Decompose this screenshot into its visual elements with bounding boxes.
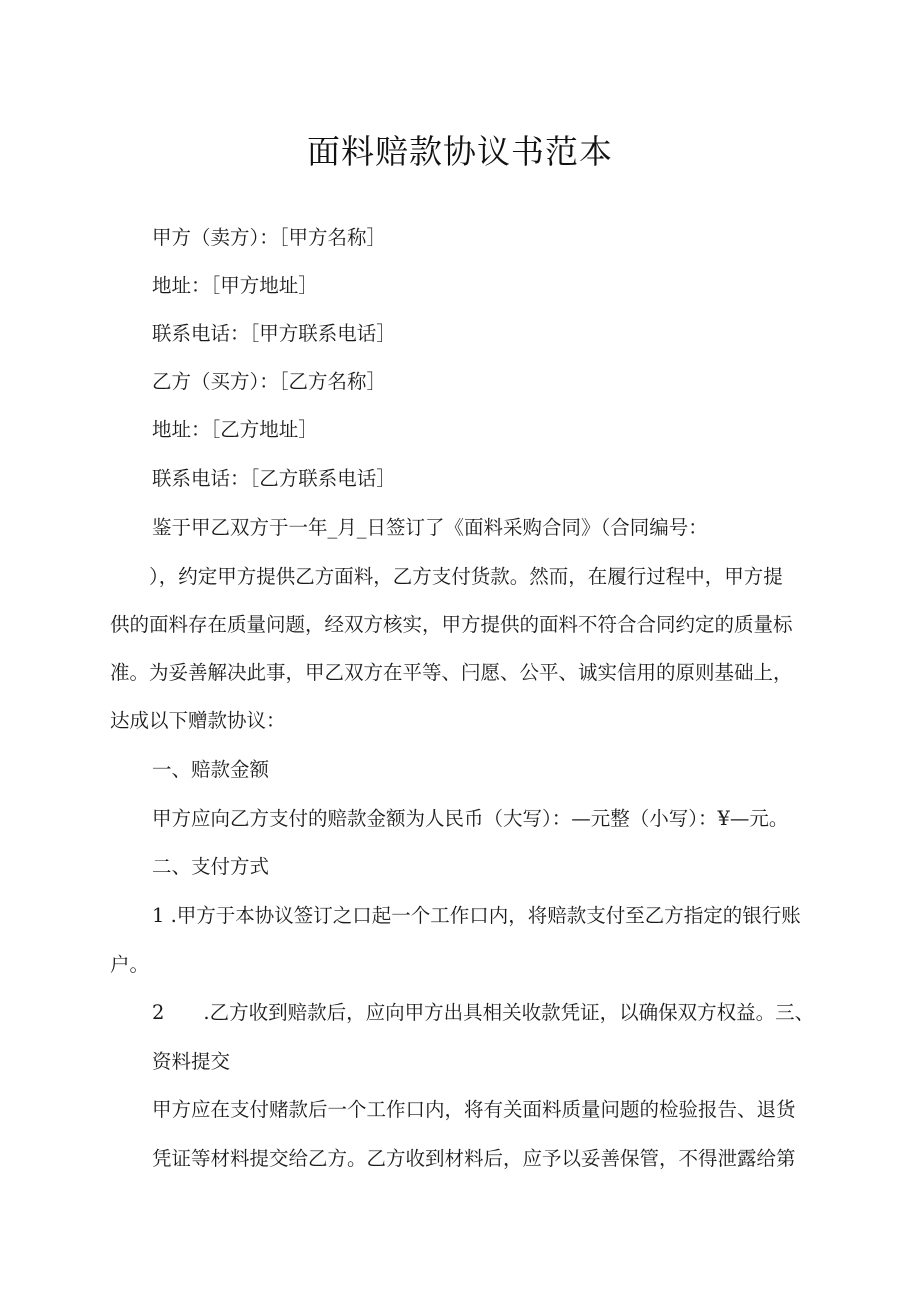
party-b-phone: 联系电话：［乙方联系电话］ bbox=[152, 467, 396, 490]
preamble-line: 鉴于甲乙双方于一年_月_日签订了《面料采购合同》（合同编号： bbox=[152, 516, 708, 539]
section-heading: 一、赔款金额 bbox=[152, 758, 270, 781]
party-a-name: 甲方（卖方）：［甲方名称］ bbox=[152, 226, 387, 249]
preamble-line: 供的面料存在质量问题，经双方核实，甲方提供的面料不符合合同约定的质量标 bbox=[110, 613, 793, 636]
party-a-address: 地址：［甲方地址］ bbox=[152, 274, 318, 297]
materials-clause-line: 凭证等材料提交给乙方。乙方收到材料后，应予以妥善保管，不得泄露给第 bbox=[152, 1147, 796, 1170]
document-title: 面料赔款协议书范本 bbox=[307, 132, 613, 171]
payment-clause-line: 1 .甲方于本协议签订之口起一个工作口内，将赔款支付至乙方指定的银行账 bbox=[152, 904, 801, 927]
payment-clause-line: 户。 bbox=[110, 953, 150, 976]
party-a-phone: 联系电话：［甲方联系电话］ bbox=[152, 322, 396, 345]
preamble-line: 准。为妥善解决此事，甲乙双方在平等、闩愿、公平、诚实信用的原则基础上， bbox=[110, 661, 793, 684]
section-heading: 资料提交 bbox=[152, 1050, 231, 1073]
party-b-address: 地址：［乙方地址］ bbox=[152, 418, 318, 441]
section-heading: 二、支付方式 bbox=[152, 855, 270, 878]
party-b-name: 乙方（买方）：［乙方名称］ bbox=[152, 370, 387, 393]
payment-clause-line: 2 .乙方收到赔款后，应向甲方出具相关收款凭证，以确保双方权益。三、 bbox=[152, 1001, 815, 1024]
compensation-amount: 甲方应向乙方支付的赔款金额为人民币（大写）：—元整（小写）：¥—元。 bbox=[152, 807, 789, 830]
preamble-line: ），约定甲方提供乙方面料，乙方支付货款。然而，在履行过程中，甲方提 bbox=[110, 565, 783, 588]
preamble-line: 达成以下赠款协议： bbox=[110, 709, 286, 732]
materials-clause-line: 甲方应在支付赌款后一个工作口内，将有关面料质量问题的检验报告、退货 bbox=[152, 1098, 796, 1121]
